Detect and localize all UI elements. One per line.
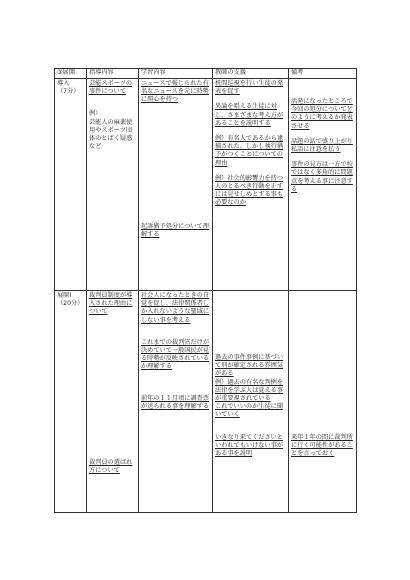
support-item: 異論を唱える生徒に対し、さまざまな考え方があることを説明する xyxy=(215,103,284,127)
content-cell xyxy=(87,291,139,513)
table-row xyxy=(55,291,357,513)
content-item: 例） 芸能人の麻薬使用やスポーツ団体のとばく疑惑など xyxy=(89,110,133,151)
notes-item: 話題の話で盛り上がり私語に注意を払う xyxy=(291,137,353,153)
support-item: 例）社会的影響力を持つ人のとるべき行動を正すには見せしめとする事も必要なのか xyxy=(215,174,284,207)
notes-item: 事件の見方は一方で校ではなく多角的に問題点を考える事に注意する xyxy=(291,161,353,193)
content-item: 芸能スポーツの事件について xyxy=(89,80,133,96)
table-row xyxy=(55,79,357,291)
activity-item: 前年の１１月頃に調査票が送られる事を理解する xyxy=(141,394,210,410)
header-notes: 備考 xyxy=(289,69,357,79)
notes-cell xyxy=(289,79,357,291)
header-activity: 学習内容 xyxy=(139,69,213,79)
header-support: 教師の支援 xyxy=(213,69,289,79)
notes-item: 活発になったところで今回の処分についてどのように考えるか発表させる xyxy=(291,98,353,130)
activity-item: 起訴猶予処分について理解する xyxy=(141,222,209,238)
support-cell xyxy=(213,79,289,291)
support-item: 例）有名人であるから逮捕された。しかし執行猶予がつくことについての理由 xyxy=(215,134,284,167)
activity-cell xyxy=(139,79,213,291)
support-cell xyxy=(213,291,289,513)
activity-item: ニュースで報じられた有名なニュースを元に時勢に関心を持つ xyxy=(141,80,209,104)
notes-cell xyxy=(289,291,357,513)
content-cell xyxy=(87,79,139,291)
phase-cell xyxy=(55,291,87,513)
content-item: 裁判員制度が導入された理由について xyxy=(89,292,133,316)
lesson-plan-table xyxy=(54,68,357,513)
support-item: いきなり来てくださいといわれてもいけない事がある事を説明 xyxy=(215,433,284,457)
phase-label: 導入 （7分） xyxy=(57,80,80,96)
support-item: 机間巡視を行い生徒の発表を促す xyxy=(215,80,284,96)
activity-item: 社会人になったときの自覚を促し、法律関係者しか入れないような聖域にしない事を考える xyxy=(141,292,210,324)
content-item: 裁判員の選ばれ方について xyxy=(89,458,133,474)
notes-item: 来年１年の間に裁判所に行く可能性があることを言っておく xyxy=(291,434,353,458)
phase-cell xyxy=(55,79,87,291)
activity-cell xyxy=(139,291,213,513)
header-content: 指導内容 xyxy=(87,69,139,79)
activity-item: これまでの裁判官だけが決めていて一般国民が見る時勢が反映されているか理解する xyxy=(141,338,210,371)
phase-label: 展開Ⅰ （20分） xyxy=(57,292,84,308)
support-item: 過去の事件事例に基づいて刑が確定される雰囲気がある xyxy=(215,354,284,378)
table-header-row xyxy=(55,69,357,79)
support-item: 例）過去の有名な判例を法律を学ぶ人は覚える事が重要視されている これでいいのか生徒に聞いていく xyxy=(215,378,284,419)
header-phase: ③展開 xyxy=(55,69,87,79)
